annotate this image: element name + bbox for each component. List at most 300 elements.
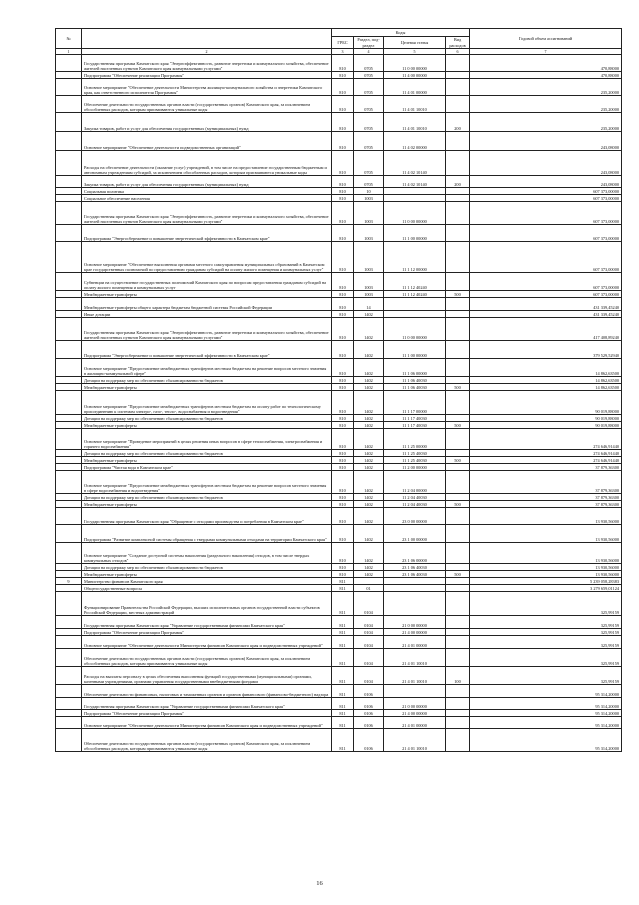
row-name: Дотации на поддержку мер по обеспечению сбалансированности бюджетов (82, 494, 332, 501)
row-section: 0705 (354, 79, 384, 96)
row-section: 14 (354, 298, 384, 311)
table-row (56, 225, 622, 242)
row-target-item: 21 4 01 00000 (384, 636, 446, 649)
row-number (56, 291, 82, 298)
row-name: Социальное обеспечение населения (82, 195, 332, 202)
row-expense-type (446, 79, 470, 96)
row-section: 1003 (354, 273, 384, 291)
row-amount: 243,08000 (470, 176, 622, 188)
row-grbs: 811 (332, 729, 354, 752)
row-expense-type (446, 685, 470, 698)
table-row (56, 195, 622, 202)
row-amount: 14 862,63500 (470, 377, 622, 384)
row-grbs: 810 (332, 113, 354, 132)
row-amount: 37 879,36300 (470, 494, 622, 501)
row-section: 1402 (354, 457, 384, 464)
row-number (56, 616, 82, 629)
row-name: Расходы на обеспечение деятельности (оказание услуг) учреждений, в том числе на предоставление государственным бюджетным и автономным учреждениям субсидий, за исключением обособленных расходов, которым присваиваются уникальные коды (82, 151, 332, 176)
row-expense-type: 500 (446, 384, 470, 391)
row-expense-type (446, 415, 470, 422)
row-target-item: 23 1 06 00000 (384, 543, 446, 564)
row-amount: 607 373,00000 (470, 195, 622, 202)
row-number (56, 79, 82, 96)
table-row (56, 242, 622, 273)
row-expense-type: 500 (446, 291, 470, 298)
row-expense-type (446, 359, 470, 377)
row-amount: 235,20000 (470, 113, 622, 132)
row-grbs: 810 (332, 341, 354, 359)
table-row (56, 291, 622, 298)
row-target-item: 21 4 00 00000 (384, 629, 446, 636)
row-grbs: 811 (332, 616, 354, 629)
row-expense-type (446, 391, 470, 415)
row-amount: 325,99159 (470, 667, 622, 685)
row-expense-type (446, 649, 470, 667)
row-name: Дотации на поддержку мер по обеспечению сбалансированности бюджетов (82, 564, 332, 571)
row-amount: 470,88000 (470, 55, 622, 72)
row-number (56, 450, 82, 457)
row-section: 01 (354, 585, 384, 592)
row-name: Основное мероприятие "Обеспечение деятельности подведомственных организаций" (82, 132, 332, 151)
row-expense-type (446, 341, 470, 359)
row-name: Межбюджетные трансферты (82, 422, 332, 429)
row-grbs: 810 (332, 151, 354, 176)
row-grbs: 810 (332, 132, 354, 151)
row-section: 0705 (354, 176, 384, 188)
row-grbs: 811 (332, 636, 354, 649)
row-amount: 95 314,20000 (470, 729, 622, 752)
row-expense-type (446, 592, 470, 616)
row-section: 0106 (354, 717, 384, 729)
row-expense-type (446, 525, 470, 543)
row-target-item: 11 4 02 10140 (384, 176, 446, 188)
header-col-number: 2 (82, 49, 332, 55)
row-section: 1003 (354, 225, 384, 242)
row-expense-type: 100 (446, 667, 470, 685)
row-amount: 235,20000 (470, 96, 622, 113)
row-target-item: 11 1 12 40240 (384, 291, 446, 298)
row-name: Основное мероприятие "Обеспечение деятельности Министерства финансов Камчатского края и подведомственных учреждений" (82, 636, 332, 649)
row-grbs: 810 (332, 291, 354, 298)
row-number (56, 464, 82, 471)
row-number (56, 415, 82, 422)
row-name: Основное мероприятие "Предоставление межбюджетных трансфертов местным бюджетам на решение вопросов местного значения в сфере водоснабжения и водоотведения" (82, 471, 332, 494)
row-expense-type (446, 72, 470, 79)
row-name: Подпрограмма "Энергосбережение и повышение энергетической эффективности в Камчатском крае" (82, 225, 332, 242)
row-amount: 13 930,56000 (470, 543, 622, 564)
row-grbs: 811 (332, 629, 354, 636)
row-name: Дотации на поддержку мер по обеспечению сбалансированности бюджетов (82, 415, 332, 422)
table-row (56, 341, 622, 359)
row-expense-type (446, 450, 470, 457)
row-target-item: 11 1 06 00000 (384, 359, 446, 377)
row-target-item: 11 1 12 00000 (384, 242, 446, 273)
row-number (56, 72, 82, 79)
row-grbs: 810 (332, 298, 354, 311)
row-expense-type (446, 273, 470, 291)
table-row (56, 636, 622, 649)
row-expense-type (446, 132, 470, 151)
row-amount: 235,20000 (470, 79, 622, 96)
row-number (56, 318, 82, 341)
row-target-item: 11 4 02 00000 (384, 132, 446, 151)
row-amount: 325,99159 (470, 629, 622, 636)
table-row (56, 72, 622, 79)
row-expense-type (446, 318, 470, 341)
row-name: Государственная программа Камчатского края "Энергоэффективность, развитие энергетики и коммунального хозяйства, обеспечение жителей населенных пунктов Камчатского края коммунальными услугами" (82, 202, 332, 225)
row-name: Функционирование Правительства Российской Федерации, высших исполнительных органов государственной власти субъектов Российской Федерации, местных администраций (82, 592, 332, 616)
table-row (56, 311, 622, 318)
row-number (56, 188, 82, 195)
row-target-item: 23 1 06 40030 (384, 564, 446, 571)
row-number (56, 311, 82, 318)
row-name: Межбюджетные трансферты (82, 501, 332, 508)
row-section: 1003 (354, 202, 384, 225)
row-target-item (384, 592, 446, 616)
page-number: 16 (316, 880, 323, 887)
table-row (56, 571, 622, 578)
row-grbs: 810 (332, 176, 354, 188)
header-col-number: 5 (384, 49, 446, 55)
row-grbs: 811 (332, 578, 354, 585)
row-section: 0104 (354, 667, 384, 685)
row-expense-type: 200 (446, 176, 470, 188)
row-number (56, 729, 82, 752)
table-row (56, 384, 622, 391)
row-name: Обеспечение деятельности государственных органов власти (государственных органов) Камчатского края, за исключением обособленных расходов, которым присваиваются уникальные коды (82, 649, 332, 667)
row-number (56, 384, 82, 391)
row-section (354, 578, 384, 585)
row-amount: 37 879,36300 (470, 471, 622, 494)
row-name: Подпрограмма "Чистая вода в Камчатском крае" (82, 464, 332, 471)
header-col-number: 4 (354, 49, 384, 55)
row-grbs: 810 (332, 422, 354, 429)
row-number (56, 391, 82, 415)
row-expense-type (446, 629, 470, 636)
row-number (56, 636, 82, 649)
row-section: 1402 (354, 318, 384, 341)
row-section: 1003 (354, 291, 384, 298)
row-target-item: 23 1 06 40030 (384, 571, 446, 578)
row-number (56, 667, 82, 685)
row-name: Закупка товаров, работ и услуг для обеспечения государственных (муниципальных) нужд (82, 113, 332, 132)
row-expense-type (446, 377, 470, 384)
row-target-item (384, 585, 446, 592)
row-expense-type (446, 471, 470, 494)
row-amount: 431 339,45240 (470, 311, 622, 318)
row-expense-type (446, 242, 470, 273)
row-number (56, 195, 82, 202)
row-name: Государственная программа Камчатского края "Энергоэффективность, развитие энергетики и коммунального хозяйства, обеспечение жителей населенных пунктов Камчатского края коммунальными услугами" (82, 55, 332, 72)
row-section: 0106 (354, 685, 384, 698)
table-row (56, 564, 622, 571)
row-target-item: 21 0 00 00000 (384, 698, 446, 710)
row-amount: 470,88000 (470, 72, 622, 79)
row-target-item (384, 311, 446, 318)
row-name: Дотации на поддержку мер по обеспечению сбалансированности бюджетов (82, 377, 332, 384)
row-expense-type (446, 298, 470, 311)
row-grbs: 810 (332, 225, 354, 242)
row-expense-type (446, 710, 470, 717)
row-grbs: 810 (332, 457, 354, 464)
row-grbs: 810 (332, 359, 354, 377)
row-target-item: 11 4 01 10010 (384, 96, 446, 113)
row-target-item: 11 1 00 00000 (384, 225, 446, 242)
row-expense-type (446, 96, 470, 113)
row-amount: 607 373,00000 (470, 202, 622, 225)
row-number (56, 225, 82, 242)
row-number (56, 501, 82, 508)
row-amount: 95 314,20000 (470, 698, 622, 710)
row-expense-type (446, 195, 470, 202)
table-row (56, 132, 622, 151)
header-col-number: 7 (470, 49, 622, 55)
table-row (56, 592, 622, 616)
row-amount: 607 373,00000 (470, 273, 622, 291)
row-expense-type (446, 494, 470, 501)
row-expense-type (446, 202, 470, 225)
row-name: Подпрограмма "Обеспечение реализации Программы" (82, 629, 332, 636)
table-row (56, 391, 622, 415)
row-grbs: 810 (332, 429, 354, 450)
row-target-item: 11 2 04 00000 (384, 471, 446, 494)
table-row (56, 616, 622, 629)
row-grbs: 810 (332, 415, 354, 422)
row-expense-type (446, 636, 470, 649)
row-number (56, 132, 82, 151)
row-target-item (384, 685, 446, 698)
row-expense-type (446, 543, 470, 564)
row-amount: 274 646,91440 (470, 429, 622, 450)
row-expense-type: 500 (446, 422, 470, 429)
row-name: Основное мероприятие "Предоставление межбюджетных трансфертов местным бюджетам на решение вопросов местного значения в жилищно-коммунальной сфере" (82, 359, 332, 377)
row-name: Государственная программа Камчатского края "Энергоэффективность, развитие энергетики и коммунального хозяйства, обеспечение жителей населенных пунктов Камчатского края коммунальными услугами" (82, 318, 332, 341)
row-number (56, 585, 82, 592)
row-section: 1402 (354, 501, 384, 508)
row-number (56, 698, 82, 710)
row-section: 1402 (354, 471, 384, 494)
row-amount: 13 930,56000 (470, 508, 622, 525)
row-target-item: 11 0 00 00000 (384, 55, 446, 72)
row-name: Подпрограмма "Энергосбережение и повышение энергетической эффективности в Камчатском крае" (82, 341, 332, 359)
table-row (56, 151, 622, 176)
row-amount: 325,99159 (470, 616, 622, 629)
row-grbs: 810 (332, 471, 354, 494)
row-expense-type (446, 717, 470, 729)
row-section: 1402 (354, 311, 384, 318)
row-section: 0104 (354, 629, 384, 636)
row-section: 0705 (354, 132, 384, 151)
row-grbs: 811 (332, 585, 354, 592)
row-target-item: 21 4 01 00000 (384, 717, 446, 729)
table-row (56, 79, 622, 96)
row-name: Расходы на выплаты персоналу в целях обеспечения выполнения функций государственными (муниципальными) органами, казенными учреждениями, органами управления государственными внебюджетными фондами (82, 667, 332, 685)
row-section: 0705 (354, 55, 384, 72)
row-section: 1003 (354, 242, 384, 273)
row-grbs: 810 (332, 464, 354, 471)
table-row (56, 359, 622, 377)
header-expense-type: Вид расходов (446, 37, 470, 49)
row-name: Обеспечение деятельности государственных органов власти (государственных органов) Камчатского края, за исключением обособленных расходов, которым присваиваются уникальные коды (82, 729, 332, 752)
table-row (56, 96, 622, 113)
row-grbs: 810 (332, 391, 354, 415)
row-expense-type (446, 225, 470, 242)
row-section: 1402 (354, 422, 384, 429)
row-amount: 37 879,36300 (470, 464, 622, 471)
row-amount: 95 314,20000 (470, 685, 622, 698)
row-grbs: 810 (332, 79, 354, 96)
row-target-item: 11 2 00 00000 (384, 464, 446, 471)
row-target-item: 11 1 12 40240 (384, 273, 446, 291)
row-name: Социальная политика (82, 188, 332, 195)
row-section: 1402 (354, 359, 384, 377)
row-number (56, 96, 82, 113)
row-grbs: 810 (332, 450, 354, 457)
row-section: 1402 (354, 464, 384, 471)
row-name: Межбюджетные трансферты (82, 291, 332, 298)
table-row (56, 176, 622, 188)
row-grbs: 810 (332, 195, 354, 202)
row-number (56, 176, 82, 188)
row-amount: 5 239 058,28383 (470, 578, 622, 585)
row-grbs: 811 (332, 698, 354, 710)
row-grbs: 810 (332, 273, 354, 291)
table-row (56, 457, 622, 464)
row-amount: 607 373,00000 (470, 188, 622, 195)
row-number (56, 710, 82, 717)
table-row (56, 298, 622, 311)
row-number (56, 571, 82, 578)
table-row (56, 578, 622, 585)
row-amount: 95 314,20000 (470, 710, 622, 717)
row-number (56, 457, 82, 464)
table-row (56, 188, 622, 195)
row-grbs: 811 (332, 685, 354, 698)
row-target-item: 11 1 06 40030 (384, 384, 446, 391)
table-body (56, 55, 622, 752)
row-target-item (384, 578, 446, 585)
table-row (56, 494, 622, 501)
row-amount: 243,08000 (470, 132, 622, 151)
row-target-item: 23 1 00 00000 (384, 525, 446, 543)
row-name: Межбюджетные трансферты (82, 457, 332, 464)
row-target-item: 11 2 04 40030 (384, 501, 446, 508)
row-amount: 325,99159 (470, 649, 622, 667)
row-grbs: 810 (332, 508, 354, 525)
row-name: Подпрограмма "Развитие комплексной системы обращения с твердыми коммунальными отходами на территории Камчатского края" (82, 525, 332, 543)
row-section: 0106 (354, 698, 384, 710)
row-number (56, 341, 82, 359)
row-expense-type (446, 729, 470, 752)
row-expense-type: 500 (446, 457, 470, 464)
row-name: Основное мероприятие "Создание доступной системы накопления (раздельного накопления) отходов, в том числе твердых коммунальных отходов" (82, 543, 332, 564)
table-row (56, 729, 622, 752)
row-target-item (384, 188, 446, 195)
row-expense-type (446, 616, 470, 629)
row-grbs: 810 (332, 202, 354, 225)
row-name: Субвенции на осуществление государственных полномочий Камчатского края по вопросам предоставления гражданам субсидий на оплату жилого помещения и коммунальных услуг (82, 273, 332, 291)
table-row (56, 525, 622, 543)
row-target-item: 11 0 00 00000 (384, 318, 446, 341)
row-name: Государственная программа Камчатского края "Управление государственными финансами Камчатского края" (82, 698, 332, 710)
row-expense-type (446, 564, 470, 571)
row-grbs: 810 (332, 543, 354, 564)
row-number (56, 151, 82, 176)
table-row (56, 717, 622, 729)
row-expense-type (446, 429, 470, 450)
row-number (56, 592, 82, 616)
row-target-item: 11 1 25 40030 (384, 457, 446, 464)
row-target-item: 21 0 00 00000 (384, 616, 446, 629)
row-section: 0104 (354, 649, 384, 667)
row-number (56, 649, 82, 667)
row-target-item (384, 298, 446, 311)
header-section: Раздел, под-раздел (354, 37, 384, 49)
row-grbs: 810 (332, 377, 354, 384)
row-grbs: 810 (332, 571, 354, 578)
row-number (56, 422, 82, 429)
row-section: 1402 (354, 341, 384, 359)
row-number (56, 377, 82, 384)
row-name: Основное мероприятие "Обеспечение деятельности Министерства финансов Камчатского края и подведомственных учреждений" (82, 717, 332, 729)
row-grbs: 810 (332, 72, 354, 79)
row-expense-type (446, 188, 470, 195)
table-row (56, 501, 622, 508)
row-number (56, 298, 82, 311)
row-amount: 37 879,36300 (470, 501, 622, 508)
row-section: 1402 (354, 543, 384, 564)
row-section: 1402 (354, 494, 384, 501)
row-amount: 13 930,56000 (470, 525, 622, 543)
header-codes: Коды (332, 29, 470, 37)
row-grbs: 810 (332, 525, 354, 543)
row-number (56, 273, 82, 291)
row-target-item: 11 4 01 00000 (384, 79, 446, 96)
row-amount: 607 373,00000 (470, 242, 622, 273)
row-target-item: 11 4 00 00000 (384, 72, 446, 79)
row-number (56, 685, 82, 698)
row-number (56, 508, 82, 525)
row-target-item: 11 4 02 10140 (384, 151, 446, 176)
row-number (56, 202, 82, 225)
table-row (56, 508, 622, 525)
row-grbs: 810 (332, 501, 354, 508)
row-name: Межбюджетные трансферты (82, 384, 332, 391)
row-name: Общегосударственные вопросы (82, 585, 332, 592)
row-expense-type (446, 585, 470, 592)
row-target-item: 23 0 00 00000 (384, 508, 446, 525)
row-grbs: 810 (332, 55, 354, 72)
row-section: 1402 (354, 508, 384, 525)
row-amount: 90 019,88000 (470, 422, 622, 429)
row-section: 1402 (354, 377, 384, 384)
row-grbs: 810 (332, 564, 354, 571)
row-amount: 417 408,89240 (470, 318, 622, 341)
row-section: 0106 (354, 729, 384, 752)
row-amount: 13 930,56000 (470, 571, 622, 578)
row-target-item: 11 0 00 00000 (384, 202, 446, 225)
row-number (56, 242, 82, 273)
header-target-item: Целевая статья (384, 37, 446, 49)
row-target-item: 11 2 04 40030 (384, 494, 446, 501)
row-number (56, 525, 82, 543)
row-name: Иные дотации (82, 311, 332, 318)
row-expense-type (446, 508, 470, 525)
row-section: 1402 (354, 415, 384, 422)
table-header (56, 29, 622, 55)
row-target-item: 11 1 17 00000 (384, 391, 446, 415)
row-name: Государственная программа Камчатского края "Управление государственными финансами Камчатского края" (82, 616, 332, 629)
